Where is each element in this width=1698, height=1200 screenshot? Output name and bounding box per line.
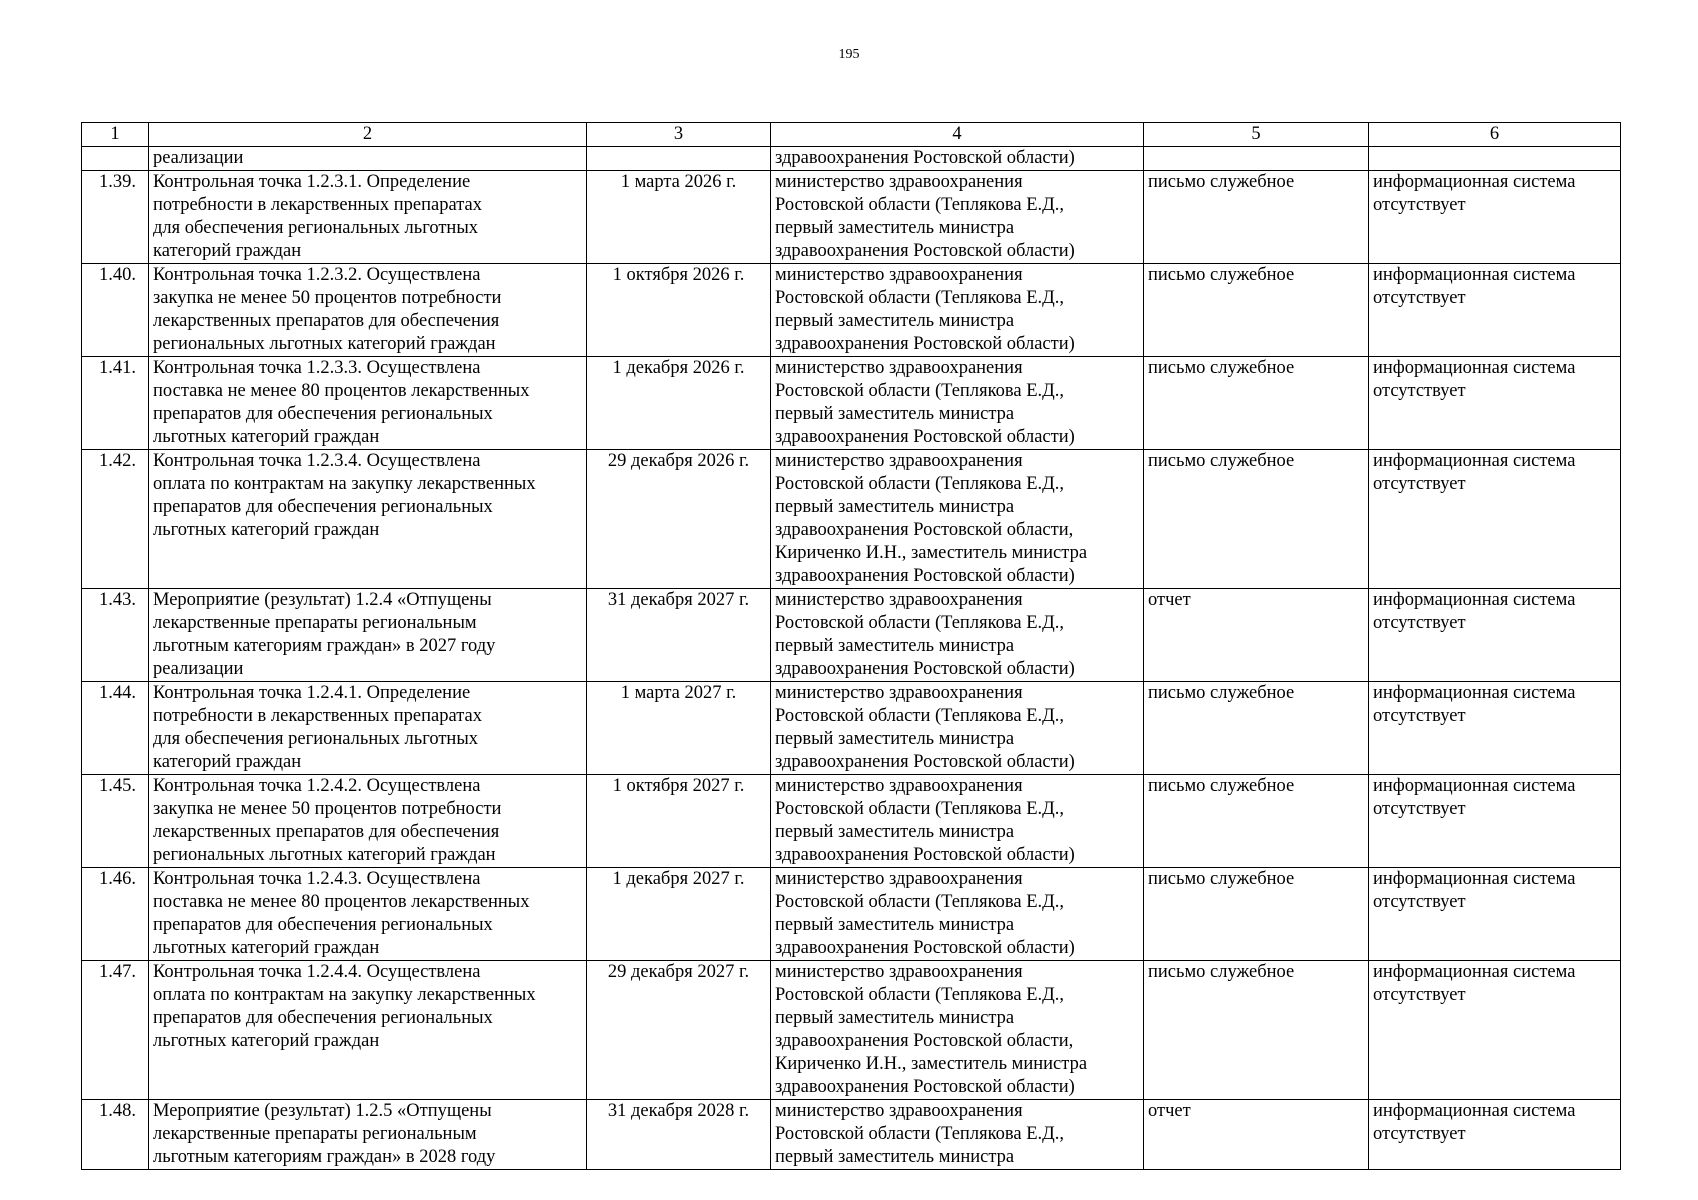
row-system: информационная система отсутствует xyxy=(1369,1100,1621,1170)
row-date: 29 декабря 2026 г. xyxy=(587,450,771,589)
plan-table xyxy=(81,122,1621,1170)
row-date: 31 декабря 2028 г. xyxy=(587,1100,771,1170)
row-number: 1.43. xyxy=(82,589,149,682)
row-document xyxy=(1144,147,1369,171)
row-description: Контрольная точка 1.2.3.2. Осуществлена закупка не менее 50 процентов потребности лекарственных препаратов для обеспечения региональных льготных категорий граждан xyxy=(149,264,587,357)
table-row xyxy=(82,682,1621,775)
row-responsible: министерство здравоохранения Ростовской области (Теплякова Е.Д., первый заместитель министра здравоохранения Ростовской области) xyxy=(771,775,1144,868)
table-row xyxy=(82,1100,1621,1170)
row-description: Контрольная точка 1.2.3.3. Осуществлена поставка не менее 80 процентов лекарственных препаратов для обеспечения региональных льготных категорий граждан xyxy=(149,357,587,450)
row-system: информационная система отсутствует xyxy=(1369,171,1621,264)
row-date xyxy=(587,147,771,171)
table-row xyxy=(82,147,1621,171)
row-date: 1 октября 2027 г. xyxy=(587,775,771,868)
row-system xyxy=(1369,147,1621,171)
row-number: 1.39. xyxy=(82,171,149,264)
row-description: Контрольная точка 1.2.4.2. Осуществлена закупка не менее 50 процентов потребности лекарственных препаратов для обеспечения региональных льготных категорий граждан xyxy=(149,775,587,868)
table-row xyxy=(82,450,1621,589)
row-number: 1.40. xyxy=(82,264,149,357)
row-number: 1.42. xyxy=(82,450,149,589)
row-number xyxy=(82,147,149,171)
row-document: письмо служебное xyxy=(1144,171,1369,264)
row-document: письмо служебное xyxy=(1144,264,1369,357)
row-date: 31 декабря 2027 г. xyxy=(587,589,771,682)
row-responsible: здравоохранения Ростовской области) xyxy=(771,147,1144,171)
row-description: Контрольная точка 1.2.4.4. Осуществлена оплата по контрактам на закупку лекарственных препаратов для обеспечения региональных льготных категорий граждан xyxy=(149,961,587,1100)
row-description: Мероприятие (результат) 1.2.4 «Отпущены лекарственные препараты региональным льготным категориям граждан» в 2027 году реализации xyxy=(149,589,587,682)
row-document: письмо служебное xyxy=(1144,961,1369,1100)
row-responsible: министерство здравоохранения Ростовской области (Теплякова Е.Д., первый заместитель министра xyxy=(771,1100,1144,1170)
row-document: отчет xyxy=(1144,1100,1369,1170)
column-header: 6 xyxy=(1369,123,1621,147)
row-description: Контрольная точка 1.2.4.1. Определение потребности в лекарственных препаратах для обеспечения региональных льготных категорий граждан xyxy=(149,682,587,775)
table-row xyxy=(82,589,1621,682)
table-row xyxy=(82,171,1621,264)
row-responsible: министерство здравоохранения Ростовской области (Теплякова Е.Д., первый заместитель министра здравоохранения Ростовской области) xyxy=(771,264,1144,357)
row-system: информационная система отсутствует xyxy=(1369,961,1621,1100)
row-description: Контрольная точка 1.2.3.4. Осуществлена оплата по контрактам на закупку лекарственных препаратов для обеспечения региональных льготных категорий граждан xyxy=(149,450,587,589)
table-row xyxy=(82,868,1621,961)
row-document: письмо служебное xyxy=(1144,775,1369,868)
row-document: письмо служебное xyxy=(1144,450,1369,589)
row-number: 1.46. xyxy=(82,868,149,961)
row-date: 1 октября 2026 г. xyxy=(587,264,771,357)
table-header-row xyxy=(82,123,1621,147)
column-header: 1 xyxy=(82,123,149,147)
row-document: отчет xyxy=(1144,589,1369,682)
row-responsible: министерство здравоохранения Ростовской области (Теплякова Е.Д., первый заместитель министра здравоохранения Ростовской области) xyxy=(771,868,1144,961)
row-responsible: министерство здравоохранения Ростовской области (Теплякова Е.Д., первый заместитель министра здравоохранения Ростовской области) xyxy=(771,171,1144,264)
row-system: информационная система отсутствует xyxy=(1369,450,1621,589)
table-row xyxy=(82,264,1621,357)
row-responsible: министерство здравоохранения Ростовской области (Теплякова Е.Д., первый заместитель министра здравоохранения Ростовской области) xyxy=(771,357,1144,450)
column-header: 4 xyxy=(771,123,1144,147)
table-row xyxy=(82,775,1621,868)
row-system: информационная система отсутствует xyxy=(1369,775,1621,868)
row-document: письмо служебное xyxy=(1144,357,1369,450)
row-system: информационная система отсутствует xyxy=(1369,357,1621,450)
row-responsible: министерство здравоохранения Ростовской области (Теплякова Е.Д., первый заместитель министра здравоохранения Ростовской области, Кириченко И.Н., заместитель министра здравоохранения Ростовской области) xyxy=(771,450,1144,589)
row-system: информационная система отсутствует xyxy=(1369,868,1621,961)
column-header: 5 xyxy=(1144,123,1369,147)
row-date: 1 декабря 2026 г. xyxy=(587,357,771,450)
row-responsible: министерство здравоохранения Ростовской области (Теплякова Е.Д., первый заместитель министра здравоохранения Ростовской области, Кириченко И.Н., заместитель министра здравоохранения Ростовской области) xyxy=(771,961,1144,1100)
row-date: 1 марта 2026 г. xyxy=(587,171,771,264)
row-date: 1 марта 2027 г. xyxy=(587,682,771,775)
row-system: информационная система отсутствует xyxy=(1369,682,1621,775)
row-number: 1.41. xyxy=(82,357,149,450)
row-number: 1.48. xyxy=(82,1100,149,1170)
column-header: 2 xyxy=(149,123,587,147)
row-description: реализации xyxy=(149,147,587,171)
row-description: Контрольная точка 1.2.4.3. Осуществлена поставка не менее 80 процентов лекарственных препаратов для обеспечения региональных льготных категорий граждан xyxy=(149,868,587,961)
row-number: 1.45. xyxy=(82,775,149,868)
row-responsible: министерство здравоохранения Ростовской области (Теплякова Е.Д., первый заместитель министра здравоохранения Ростовской области) xyxy=(771,589,1144,682)
column-header: 3 xyxy=(587,123,771,147)
row-description: Контрольная точка 1.2.3.1. Определение потребности в лекарственных препаратах для обеспечения региональных льготных категорий граждан xyxy=(149,171,587,264)
row-system: информационная система отсутствует xyxy=(1369,264,1621,357)
row-date: 1 декабря 2027 г. xyxy=(587,868,771,961)
row-system: информационная система отсутствует xyxy=(1369,589,1621,682)
table-row xyxy=(82,357,1621,450)
row-date: 29 декабря 2027 г. xyxy=(587,961,771,1100)
row-description: Мероприятие (результат) 1.2.5 «Отпущены лекарственные препараты региональным льготным категориям граждан» в 2028 году xyxy=(149,1100,587,1170)
row-number: 1.47. xyxy=(82,961,149,1100)
table-row xyxy=(82,961,1621,1100)
row-responsible: министерство здравоохранения Ростовской области (Теплякова Е.Д., первый заместитель министра здравоохранения Ростовской области) xyxy=(771,682,1144,775)
row-document: письмо служебное xyxy=(1144,868,1369,961)
row-document: письмо служебное xyxy=(1144,682,1369,775)
page-number: 195 xyxy=(838,47,860,62)
row-number: 1.44. xyxy=(82,682,149,775)
